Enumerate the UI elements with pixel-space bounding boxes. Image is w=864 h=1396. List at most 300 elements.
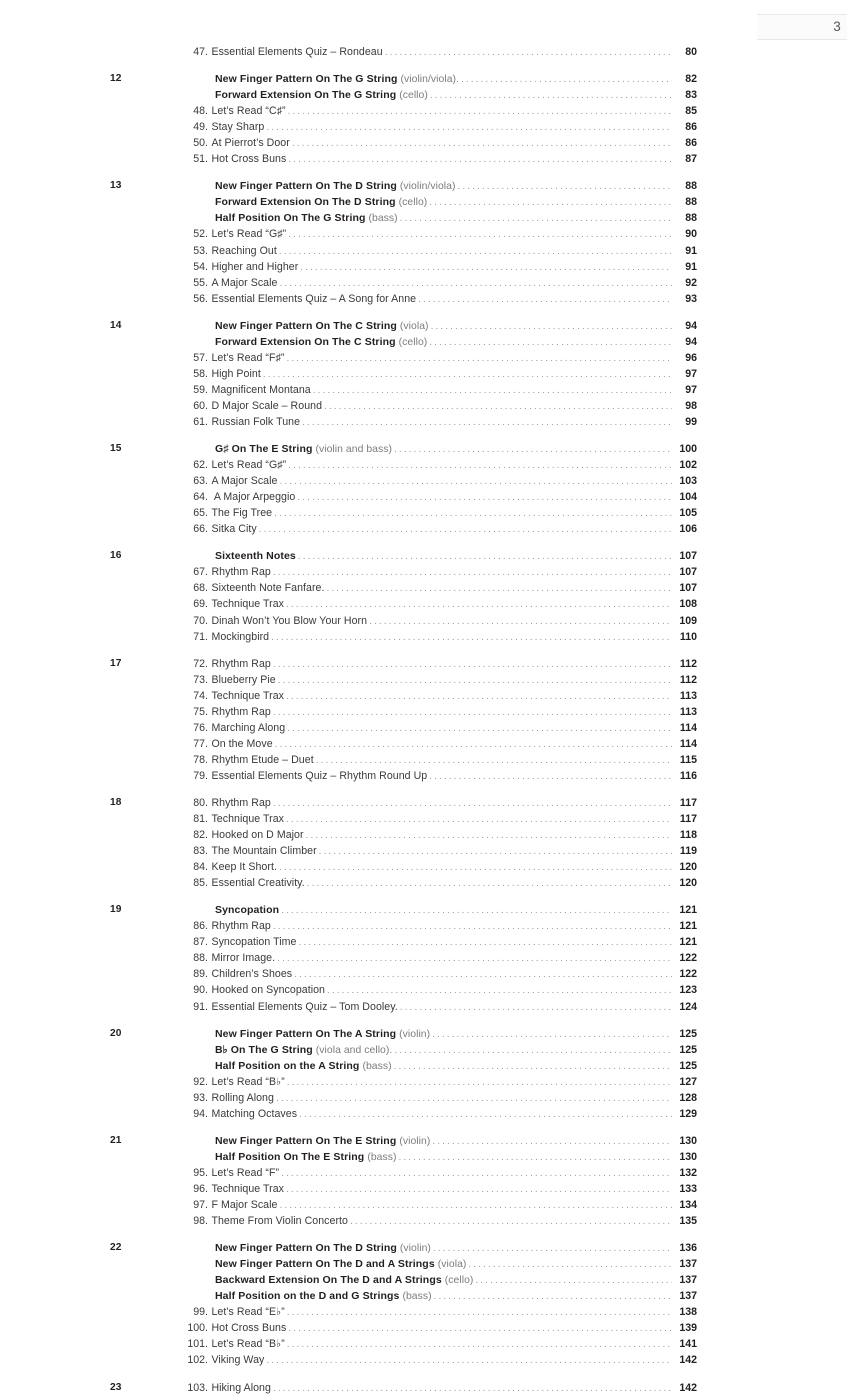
entry-number: 76 <box>193 721 205 734</box>
entry-page-number: 130 <box>679 1150 697 1163</box>
entry-page-number: 117 <box>679 813 697 826</box>
heading-title: G♯ On The E String <box>215 443 313 456</box>
page-number: 3 <box>833 19 841 35</box>
entry-number: 68 <box>193 582 205 595</box>
toc-unit-block <box>0 656 864 784</box>
entry-page-number: 122 <box>679 952 697 965</box>
toc-entry-row[interactable] <box>0 243 864 259</box>
instrument-qualifier: (violin) <box>399 1243 431 1255</box>
entry-title: Let’s Read “G♯” <box>211 459 287 472</box>
instrument-qualifier: (violin) <box>399 1135 431 1147</box>
entry-number: 102 <box>187 1354 205 1367</box>
dot-leader <box>287 1075 672 1090</box>
heading-title: Forward Extension On The C String <box>215 335 396 348</box>
toc-entry-row[interactable] <box>0 226 864 242</box>
toc-entry-row[interactable] <box>0 1213 864 1229</box>
entry-title: Russian Folk Tune <box>211 415 301 428</box>
entry-page-number: 108 <box>679 598 697 611</box>
entry-number: 96 <box>193 1183 205 1195</box>
dot-leader <box>327 581 673 596</box>
dot-leader <box>273 565 672 580</box>
instrument-qualifier: (violin/viola) <box>399 181 456 193</box>
toc-entry-row[interactable] <box>0 414 864 430</box>
toc-entry-row[interactable] <box>0 1304 864 1320</box>
dot-leader <box>279 244 672 259</box>
toc-heading-row[interactable] <box>0 1272 864 1288</box>
dot-leader <box>297 490 672 505</box>
toc-entry-row[interactable] <box>0 1181 864 1197</box>
entry-number: 83 <box>193 845 205 858</box>
entry-page-number: 105 <box>679 507 697 520</box>
entry-title: Essential Elements Quiz – Rondeau <box>211 46 383 58</box>
entry-number-period: . <box>205 753 208 766</box>
dot-leader <box>286 812 672 827</box>
entry-page-number: 83 <box>685 89 697 102</box>
entry-number-period: . <box>205 507 208 520</box>
entry-title: Children’s Shoes <box>211 968 293 981</box>
dot-leader <box>287 1337 672 1352</box>
dot-leader <box>288 1321 672 1336</box>
toc-heading-row[interactable] <box>0 210 864 226</box>
toc-rows <box>0 44 864 60</box>
toc-heading-row[interactable] <box>0 1058 864 1074</box>
toc-entry-row[interactable] <box>0 457 864 473</box>
entry-number-period: . <box>205 137 208 150</box>
toc-entry-row[interactable] <box>0 1074 864 1090</box>
toc-rows <box>0 178 864 306</box>
entry-title: D Major Scale – Round <box>211 399 323 412</box>
entry-number: 69 <box>193 598 205 611</box>
entry-page-number: 94 <box>685 319 697 332</box>
entry-title: A Major Arpeggio <box>211 491 296 504</box>
dot-leader <box>287 721 672 736</box>
toc-entry-row[interactable] <box>0 950 864 966</box>
entry-number: 86 <box>193 920 205 933</box>
entry-number-period: . <box>205 1338 208 1351</box>
toc-entry-row[interactable] <box>0 966 864 982</box>
toc-entry-row[interactable] <box>0 688 864 704</box>
entry-title: Rhythm Rap <box>211 705 271 718</box>
entry-page-number: 141 <box>679 1338 697 1351</box>
toc-entry-row[interactable] <box>0 398 864 414</box>
toc-entry-row[interactable] <box>0 151 864 167</box>
entry-number-period: . <box>205 813 208 826</box>
entry-number: 70 <box>193 614 205 627</box>
toc-heading-row[interactable] <box>0 1256 864 1272</box>
entry-number-period: . <box>205 491 208 504</box>
entry-number-period: . <box>205 260 208 273</box>
entry-page-number: 102 <box>679 459 697 472</box>
entry-title: Rhythm Rap <box>211 920 271 933</box>
entry-title: Hooked on Syncopation <box>211 984 325 997</box>
toc-entry-row[interactable] <box>0 629 864 645</box>
toc-entry-row[interactable] <box>0 875 864 891</box>
dot-leader <box>275 737 672 752</box>
instrument-qualifier: (violin) <box>399 1028 431 1040</box>
entry-number-period: . <box>205 566 208 579</box>
entry-number-period: . <box>205 1166 208 1179</box>
entry-number-period: . <box>205 952 208 965</box>
dot-leader <box>292 136 672 151</box>
entry-page-number: 121 <box>679 936 697 949</box>
entry-page-number: 112 <box>679 673 697 686</box>
entry-number: 78 <box>193 753 205 766</box>
entry-page-number: 85 <box>685 105 697 118</box>
dot-leader <box>273 919 672 934</box>
dot-leader <box>281 903 672 918</box>
toc-heading-row[interactable] <box>0 87 864 103</box>
dot-leader <box>300 260 672 275</box>
entry-page-number: 116 <box>679 769 697 782</box>
entry-page-number: 120 <box>679 877 697 890</box>
entry-number: 89 <box>193 968 205 981</box>
toc-entry-row[interactable] <box>0 1106 864 1122</box>
entry-number-period: . <box>205 1381 208 1394</box>
entry-page-number: 87 <box>685 153 697 166</box>
toc-entry-row[interactable] <box>0 489 864 505</box>
toc-heading-row[interactable] <box>0 194 864 210</box>
toc-heading-row[interactable] <box>0 1288 864 1304</box>
entry-number: 85 <box>193 877 205 890</box>
unit-number: 13 <box>110 180 122 192</box>
entry-number-period: . <box>205 877 208 890</box>
heading-title: New Finger Pattern On The D String <box>215 180 397 193</box>
entry-title: Essential Elements Quiz – Tom Dooley. <box>211 1000 398 1013</box>
entry-title: Let’s Read “F” <box>211 1166 280 1179</box>
entry-title: The Fig Tree <box>211 507 273 520</box>
entry-page-number: 124 <box>679 1000 697 1013</box>
entry-title: Let’s Read “B♭” <box>211 1075 285 1088</box>
heading-title: New Finger Pattern On The D String <box>215 1242 397 1255</box>
dot-leader <box>457 179 672 194</box>
entry-number: 67 <box>193 566 205 579</box>
folio-rule-top <box>757 14 847 15</box>
entry-number: 51 <box>193 153 205 166</box>
heading-title: New Finger Pattern On The G String <box>215 73 398 86</box>
entry-number: 73 <box>193 673 205 686</box>
toc-entry-row[interactable] <box>0 1352 864 1368</box>
toc-entry-row[interactable] <box>0 752 864 768</box>
entry-page-number: 93 <box>685 292 697 305</box>
entry-title: Reaching Out <box>211 244 277 257</box>
entry-number: 80 <box>193 796 205 809</box>
toc-entry-row[interactable] <box>0 275 864 291</box>
unit-number: 16 <box>110 550 122 562</box>
dot-leader <box>400 1000 672 1015</box>
entry-title: Rolling Along <box>211 1091 274 1104</box>
dot-leader <box>278 673 672 688</box>
entry-title: Let’s Read “C♯” <box>211 105 286 118</box>
entry-number: 54 <box>193 260 205 273</box>
page-folio <box>757 14 847 40</box>
entry-page-number: 98 <box>685 399 697 412</box>
toc-unit-block <box>0 1240 864 1368</box>
toc-unit-block <box>0 1380 864 1396</box>
entry-title: Keep It Short. <box>211 861 277 874</box>
toc-entry-row[interactable] <box>0 44 864 60</box>
toc-entry-row[interactable] <box>0 505 864 521</box>
entry-page-number: 130 <box>679 1134 697 1147</box>
entry-number: 103 <box>187 1381 205 1394</box>
entry-page-number: 121 <box>679 920 697 933</box>
dot-leader <box>307 876 672 891</box>
unit-number: 18 <box>110 796 122 808</box>
entry-page-number: 127 <box>679 1075 697 1088</box>
dot-leader <box>302 415 672 430</box>
entry-number-period: . <box>205 276 208 289</box>
entry-number-period: . <box>205 1354 208 1367</box>
entry-title: High Point <box>211 367 261 380</box>
toc-entry-row[interactable] <box>0 564 864 580</box>
entry-number-period: . <box>205 475 208 488</box>
heading-title: Backward Extension On The D and A Strings <box>215 1274 442 1287</box>
entry-page-number: 106 <box>679 523 697 536</box>
toc-entry-row[interactable] <box>0 720 864 736</box>
entry-number-period: . <box>205 769 208 782</box>
toc-heading-row[interactable] <box>0 334 864 350</box>
entry-page-number: 118 <box>679 829 697 842</box>
entry-number-period: . <box>205 920 208 933</box>
entry-number-period: . <box>205 1107 208 1120</box>
dot-leader <box>273 796 672 811</box>
entry-number: 92 <box>193 1075 205 1088</box>
toc-entry-row[interactable] <box>0 350 864 366</box>
toc-entry-row[interactable] <box>0 704 864 720</box>
entry-title: Rhythm Etude – Duet <box>211 753 314 766</box>
toc-entry-row[interactable] <box>0 859 864 875</box>
entry-page-number: 104 <box>679 491 697 504</box>
toc-entry-row[interactable] <box>0 768 864 784</box>
dot-leader <box>286 351 672 366</box>
toc-entry-row[interactable] <box>0 999 864 1015</box>
toc-entry-row[interactable] <box>0 259 864 275</box>
instrument-qualifier: (violin and bass) <box>315 444 392 456</box>
toc-heading-row[interactable] <box>0 1042 864 1058</box>
toc-heading-row[interactable] <box>0 1149 864 1165</box>
entry-number-period: . <box>205 721 208 734</box>
entry-page-number: 142 <box>679 1354 697 1367</box>
entry-page-number: 91 <box>685 260 697 273</box>
dot-leader <box>299 1107 672 1122</box>
entry-number: 48 <box>193 105 205 118</box>
entry-page-number: 137 <box>679 1290 697 1303</box>
dot-leader <box>298 549 672 564</box>
toc-entry-row[interactable] <box>0 1336 864 1352</box>
dot-leader <box>399 1150 673 1165</box>
entry-number-period: . <box>205 1306 208 1319</box>
toc-entry-row[interactable] <box>0 672 864 688</box>
entry-number: 66 <box>193 523 205 536</box>
entry-number-period: . <box>205 1215 208 1228</box>
entry-title: Rhythm Rap <box>211 796 271 809</box>
entry-number: 58 <box>193 367 205 380</box>
entry-page-number: 88 <box>685 212 697 225</box>
heading-title: New Finger Pattern On The C String <box>215 319 397 332</box>
toc-unit-block <box>0 318 864 430</box>
unit-number: 15 <box>110 443 122 455</box>
toc-entry-row[interactable] <box>0 1090 864 1106</box>
entry-page-number: 82 <box>685 73 697 86</box>
toc-entry-row[interactable] <box>0 811 864 827</box>
dot-leader <box>385 45 672 60</box>
toc-entry-row[interactable] <box>0 1165 864 1181</box>
entry-title: Stay Sharp <box>211 121 265 134</box>
entry-number: 84 <box>193 861 205 874</box>
entry-number-period: . <box>205 984 208 997</box>
instrument-qualifier: (cello) <box>398 197 428 209</box>
entry-number-period: . <box>205 1000 208 1013</box>
toc-entry-row[interactable] <box>0 843 864 859</box>
entry-number-period: . <box>205 673 208 686</box>
entry-number: 79 <box>193 769 205 782</box>
entry-title: Mockingbird <box>211 630 270 643</box>
entry-page-number: 90 <box>685 228 697 241</box>
entry-page-number: 86 <box>685 121 697 134</box>
dot-leader <box>429 195 672 210</box>
entry-title: Blueberry Pie <box>211 673 276 686</box>
entry-number: 49 <box>193 121 205 134</box>
toc-entry-row[interactable] <box>0 473 864 489</box>
entry-number: 57 <box>193 351 205 364</box>
heading-title: Forward Extension On The G String <box>215 89 397 102</box>
entry-number-period: . <box>205 399 208 412</box>
toc-entry-row[interactable] <box>0 613 864 629</box>
entry-title: Higher and Higher <box>211 260 299 273</box>
dot-leader <box>279 276 672 291</box>
entry-number: 82 <box>193 829 205 842</box>
entry-number: 97 <box>193 1199 205 1212</box>
toc-entry-row[interactable] <box>0 103 864 119</box>
dot-leader <box>273 657 672 672</box>
dot-leader <box>263 367 672 382</box>
entry-page-number: 133 <box>679 1183 697 1195</box>
entry-number: 65 <box>193 507 205 520</box>
folio-rule-bottom <box>757 39 847 40</box>
entry-number: 87 <box>193 936 205 949</box>
toc-entry-row[interactable] <box>0 580 864 596</box>
dot-leader <box>461 72 672 87</box>
toc-entry-row[interactable] <box>0 366 864 382</box>
dot-leader <box>475 1273 672 1288</box>
entry-title: Theme From Violin Concerto <box>211 1215 348 1228</box>
entry-number-period: . <box>205 351 208 364</box>
toc-entry-row[interactable] <box>0 918 864 934</box>
dot-leader <box>286 1182 672 1197</box>
toc-entry-row[interactable] <box>0 736 864 752</box>
entry-page-number: 113 <box>679 705 697 718</box>
entry-number-period: . <box>205 845 208 858</box>
entry-title: Technique Trax <box>211 813 284 826</box>
entry-number: 53 <box>193 244 205 257</box>
toc-unit-block <box>0 441 864 537</box>
entry-number-period: . <box>205 968 208 981</box>
toc-entry-row[interactable] <box>0 934 864 950</box>
entry-number-period: . <box>205 1183 208 1195</box>
toc-entry-row[interactable] <box>0 382 864 398</box>
dot-leader <box>276 1091 672 1106</box>
entry-number: 99 <box>193 1306 205 1319</box>
instrument-qualifier: (cello) <box>398 336 428 348</box>
dot-leader <box>394 442 672 457</box>
toc-entry-row[interactable] <box>0 119 864 135</box>
entry-title: Matching Octaves <box>211 1107 298 1120</box>
entry-number: 71 <box>193 630 205 643</box>
toc-unit-block <box>0 1026 864 1122</box>
dot-leader <box>324 399 672 414</box>
entry-page-number: 114 <box>679 721 697 734</box>
entry-page-number: 107 <box>679 566 697 579</box>
dot-leader <box>429 769 672 784</box>
entry-page-number: 125 <box>679 1027 697 1040</box>
entry-page-number: 107 <box>679 550 697 563</box>
entry-number-period: . <box>205 1091 208 1104</box>
instrument-qualifier: (viola) <box>399 320 429 332</box>
dot-leader <box>327 983 672 998</box>
toc-unit-block <box>0 795 864 891</box>
entry-page-number: 100 <box>679 443 697 456</box>
entry-number: 55 <box>193 276 205 289</box>
entry-page-number: 88 <box>685 180 697 193</box>
entry-number: 100 <box>187 1322 205 1335</box>
dot-leader <box>316 753 672 768</box>
entry-number-period: . <box>205 737 208 750</box>
toc-entry-row[interactable] <box>0 521 864 537</box>
toc-entry-row[interactable] <box>0 982 864 998</box>
toc-rows <box>0 1240 864 1368</box>
toc-entry-row[interactable] <box>0 827 864 843</box>
dot-leader <box>418 292 672 307</box>
dot-leader <box>400 211 672 226</box>
entry-page-number: 115 <box>679 753 697 766</box>
toc-entry-row[interactable] <box>0 596 864 612</box>
entry-title: Let’s Read “G♯” <box>211 228 287 241</box>
entry-title: Technique Trax <box>211 1183 284 1195</box>
heading-title: Half Position On The G String <box>215 212 366 225</box>
instrument-qualifier: (cello) <box>399 90 428 102</box>
table-of-contents <box>0 44 864 1396</box>
dot-leader <box>319 844 672 859</box>
entry-page-number: 88 <box>685 196 697 209</box>
entry-page-number: 135 <box>679 1215 697 1228</box>
entry-number-period: . <box>205 936 208 949</box>
entry-title: Hiking Along <box>211 1381 271 1394</box>
entry-title: Essential Elements Quiz – A Song for Anne <box>211 292 417 305</box>
entry-title: Magnificent Montana <box>211 383 311 396</box>
entry-number-period: . <box>205 228 208 241</box>
unit-number: 20 <box>110 1027 122 1039</box>
dot-leader <box>432 1027 672 1042</box>
entry-page-number: 91 <box>685 244 697 257</box>
toc-entry-row[interactable] <box>0 1320 864 1336</box>
dot-leader <box>298 935 672 950</box>
entry-number-period: . <box>205 1322 208 1335</box>
dot-leader <box>266 120 672 135</box>
entry-number: 64 <box>193 491 205 504</box>
entry-number-period: . <box>205 415 208 428</box>
entry-page-number: 134 <box>679 1199 697 1212</box>
toc-entry-row[interactable] <box>0 1197 864 1213</box>
entry-number: 95 <box>193 1166 205 1179</box>
entry-title: Hot Cross Buns <box>211 153 287 166</box>
entry-number-period: . <box>205 705 208 718</box>
toc-entry-row[interactable] <box>0 135 864 151</box>
toc-unit-block <box>0 548 864 644</box>
entry-number: 93 <box>193 1091 205 1104</box>
toc-entry-row[interactable] <box>0 291 864 307</box>
entry-page-number: 142 <box>679 1381 697 1394</box>
entry-number-period: . <box>205 829 208 842</box>
entry-page-number: 86 <box>685 137 697 150</box>
